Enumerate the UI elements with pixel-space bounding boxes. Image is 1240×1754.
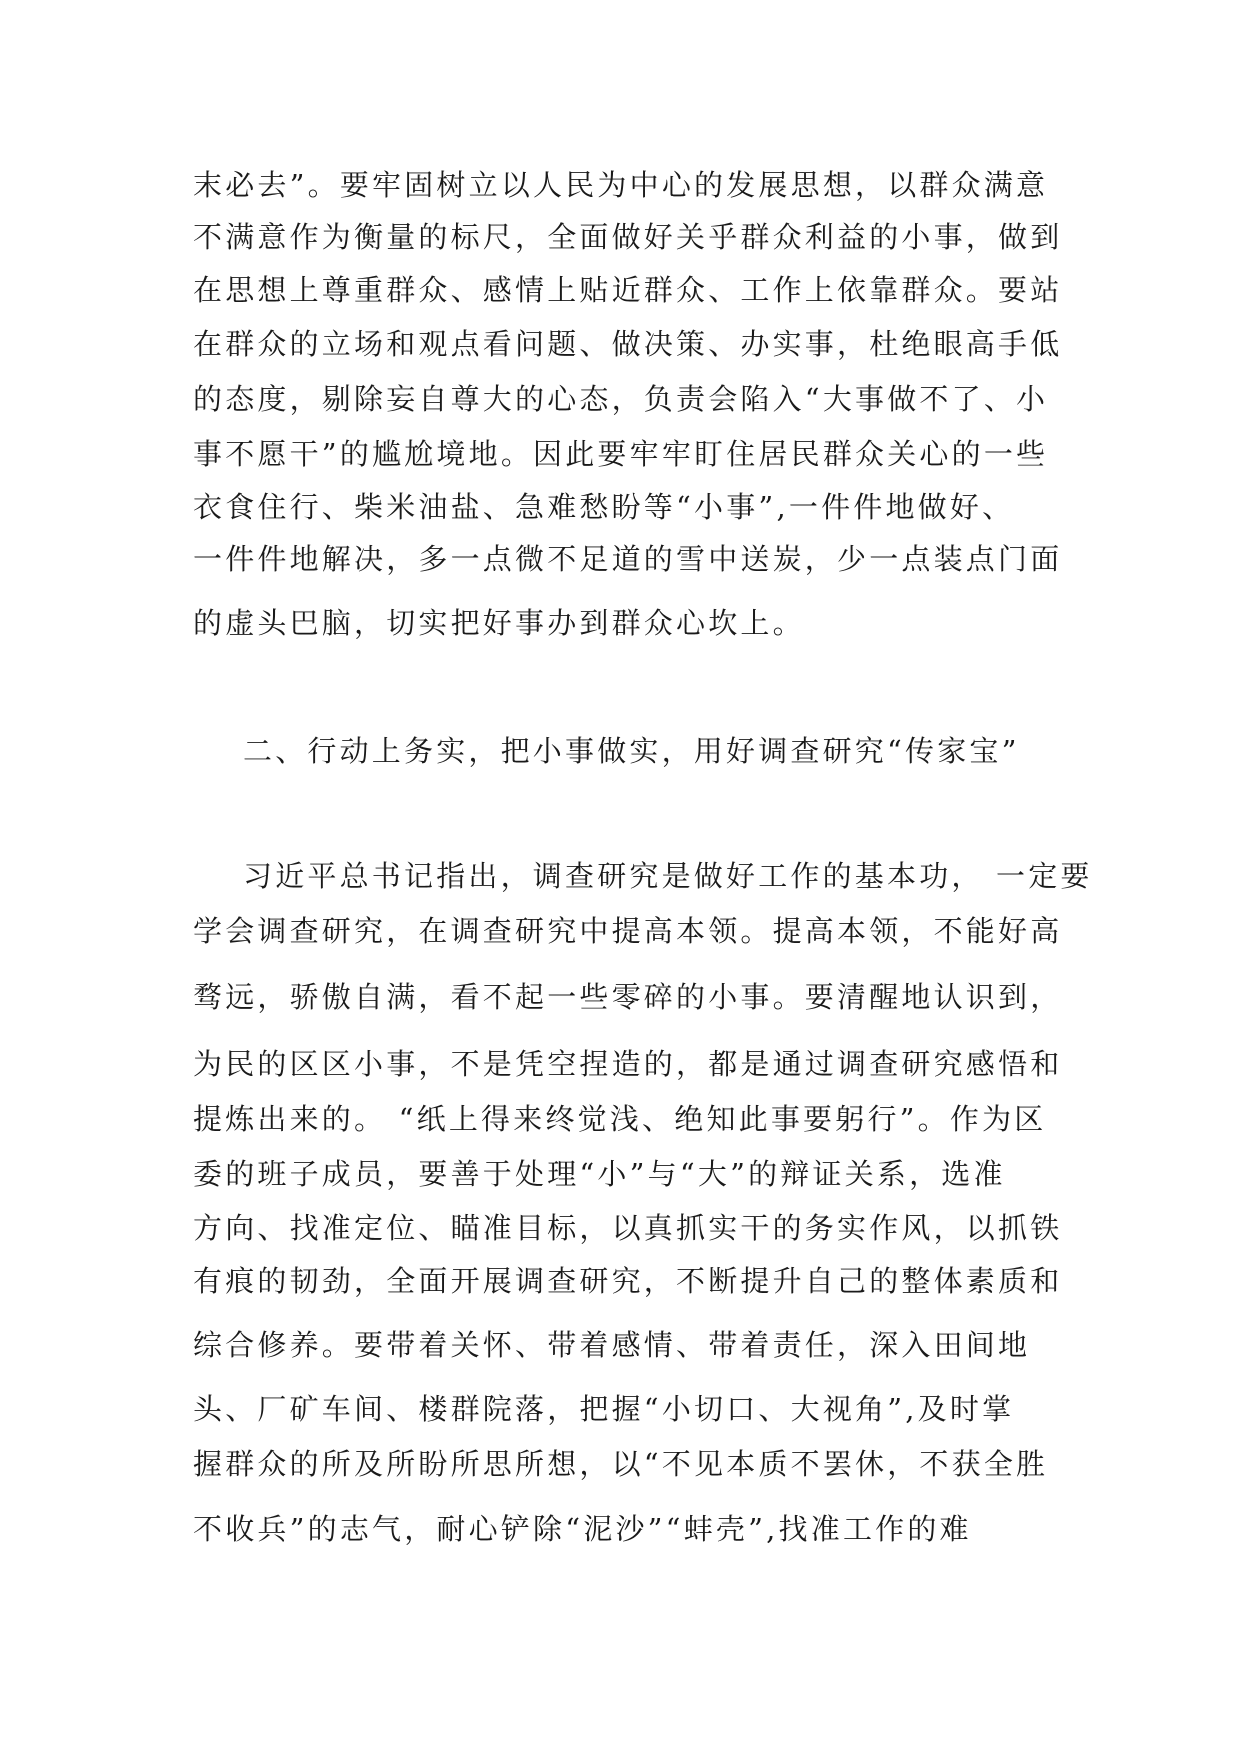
paragraph-line: 的虚头巴脑，切实把好事办到群众心坎上。 bbox=[193, 606, 805, 640]
paragraph-line: 综合修养。要带着关怀、带着感情、带着责任，深入田间地 bbox=[193, 1328, 1031, 1362]
paragraph-line: 不满意作为衡量的标尺，全面做好关乎群众利益的小事，做到 bbox=[193, 220, 1063, 254]
paragraph-line: 习近平总书记指出，调查研究是做好工作的基本功， 一定要 bbox=[243, 859, 1093, 893]
paragraph-line: 的态度，剔除妄自尊大的心态，负责会陷入“大事做不了、小 bbox=[193, 382, 1049, 416]
paragraph-line: 骛远，骄傲自满，看不起一些零碎的小事。要清醒地认识到， bbox=[193, 980, 1063, 1014]
paragraph-line: 方向、找准定位、瞄准目标，以真抓实干的务实作风，以抓铁 bbox=[193, 1211, 1063, 1245]
paragraph-line: 头、厂矿车间、楼群院落，把握“小切口、大视角”,及时掌 bbox=[193, 1392, 1015, 1426]
paragraph-line: 不收兵”的志气，耐心铲除“泥沙”“蚌壳”,找准工作的难 bbox=[193, 1512, 972, 1546]
section-heading: 二、行动上务实，把小事做实，用好调查研究“传家宝” bbox=[243, 734, 1020, 768]
paragraph-line: 在群众的立场和观点看问题、做决策、办实事，杜绝眼高手低 bbox=[193, 327, 1063, 361]
paragraph-line: 事不愿干”的尴尬境地。因此要牢牢盯住居民群众关心的一些 bbox=[193, 437, 1049, 471]
paragraph-line: 衣食住行、柴米油盐、急难愁盼等“小事”,一件件地做好、 bbox=[193, 490, 1015, 524]
paragraph-line: 为民的区区小事，不是凭空捏造的，都是通过调查研究感悟和 bbox=[193, 1047, 1063, 1081]
paragraph-line: 握群众的所及所盼所思所想，以“不见本质不罢休，不获全胜 bbox=[193, 1447, 1049, 1481]
paragraph-line: 末必去”。要牢固树立以人民为中心的发展思想，以群众满意 bbox=[193, 168, 1049, 202]
paragraph-line: 委的班子成员，要善于处理“小”与“大”的辩证关系，选准 bbox=[193, 1157, 1006, 1191]
paragraph-line: 提炼出来的。 “纸上得来终觉浅、绝知此事要躬行”。作为区 bbox=[193, 1102, 1047, 1136]
paragraph-line: 学会调查研究，在调查研究中提高本领。提高本领，不能好高 bbox=[193, 914, 1063, 948]
paragraph-line: 有痕的韧劲，全面开展调查研究，不断提升自己的整体素质和 bbox=[193, 1264, 1063, 1298]
paragraph-line: 一件件地解决，多一点微不足道的雪中送炭，少一点装点门面 bbox=[193, 542, 1063, 576]
paragraph-line: 在思想上尊重群众、感情上贴近群众、工作上依靠群众。要站 bbox=[193, 273, 1063, 307]
